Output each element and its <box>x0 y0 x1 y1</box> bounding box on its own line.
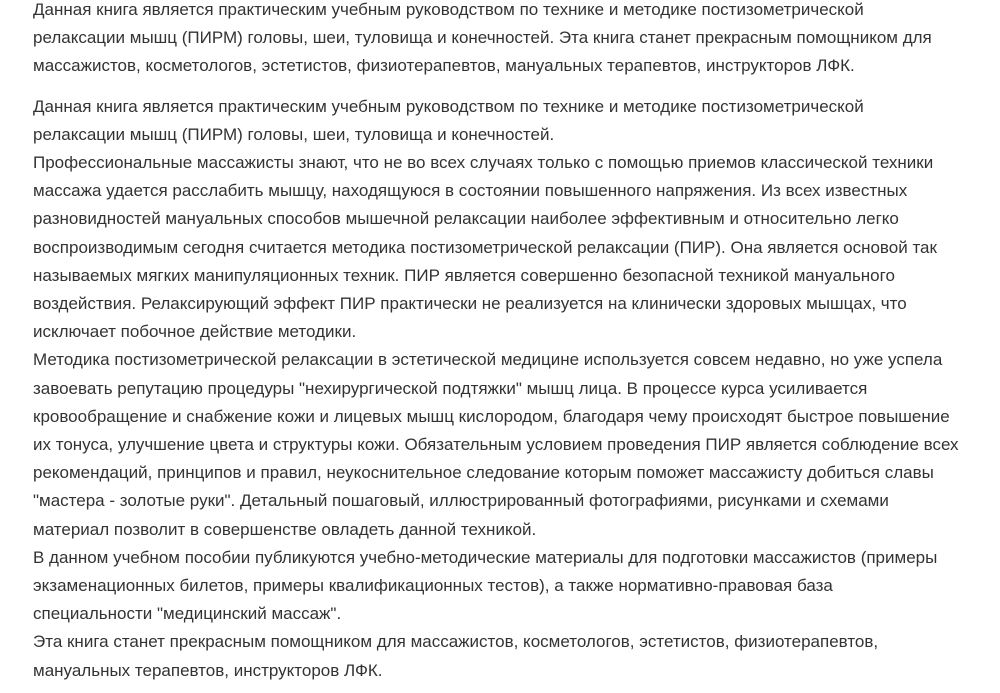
text-line: называемых мягких манипуляционных техник. ПИР является совершенно безопасной техникой мануального <box>33 265 895 285</box>
text-line: Данная книга является практическим учебным руководством по технике и методике постизометрической <box>33 96 864 116</box>
text-line: релаксации мышц (ПИРМ) головы, шеи, туловища и конечностей. Эта книга станет прекрасным помощником для <box>33 28 932 48</box>
text-line: массажистов, косметологов, эстетистов, физиотерапевтов, мануальных терапевтов, инструкторов ЛФК. <box>33 56 855 76</box>
text-line: рекомендаций, принципов и правил, неукоснительное следование которым поможет массажисту добиться славы <box>33 463 934 483</box>
text-line: Эта книга станет прекрасным помощником для массажистов, косметологов, эстетистов, физиотерапевтов, <box>33 632 879 652</box>
text-line: Профессиональные массажисты знают, что не во всех случаях только с помощью приемов классической техники <box>33 153 934 173</box>
text-line: В данном учебном пособии публикуются учебно-методические материалы для подготовки массажистов (примеры <box>33 547 938 567</box>
text-line: исключает побочное действие методики. <box>33 322 357 342</box>
text-line: мануальных терапевтов, инструкторов ЛФК. <box>33 660 383 680</box>
text-line: воздействия. Релаксирующий эффект ПИР практически не реализуется на клинически здоровых мышцах, что <box>33 294 907 314</box>
summary-paragraph <box>33 0 988 81</box>
materials-paragraph <box>33 544 988 629</box>
aesthetic-medicine-paragraph <box>33 346 988 543</box>
book-description <box>33 0 988 685</box>
text-line: кровообращение и снабжение кожи и лицевых мышц кислородом, благодаря чему происходят быстрое повышение <box>33 406 950 426</box>
intro-paragraph <box>33 93 988 149</box>
text-line: релаксации мышц (ПИРМ) головы, шеи, туловища и конечностей. <box>33 124 555 144</box>
text-line: специальности "медицинский массаж". <box>33 604 342 624</box>
text-line: массажа удается расслабить мышцу, находящуюся в состоянии повышенного напряжения. Из всех известных <box>33 181 908 201</box>
text-line: Методика постизометрической релаксации в эстетической медицине используется совсем недавно, но уже успела <box>33 350 943 370</box>
text-line: "мастера - золотые руки". Детальный пошаговый, иллюстрированный фотографиями, рисунками и схемами <box>33 491 889 511</box>
text-line: их тонуса, улучшение цвета и структуры кожи. Обязательным условием проведения ПИР является соблюдение всех <box>33 435 959 455</box>
text-line: разновидностей мануальных способов мышечной релаксации наиболее эффективным и относительно легко <box>33 209 899 229</box>
text-line: воспроизводимым сегодня считается методика постизометрической релаксации (ПИР). Она является основой так <box>33 237 937 257</box>
text-line: экзаменационных билетов, примеры квалификационных тестов), а также нормативно-правовая база <box>33 576 833 596</box>
text-line: завоевать репутацию процедуры "нехирургической подтяжки" мышц лица. В процессе курса усиливается <box>33 378 868 398</box>
text-line: Данная книга является практическим учебным руководством по технике и методике постизометрической <box>33 0 864 19</box>
audience-paragraph <box>33 628 988 684</box>
professional-massage-paragraph <box>33 149 988 346</box>
text-line: материал позволит в совершенстве овладеть данной техникой. <box>33 519 537 539</box>
